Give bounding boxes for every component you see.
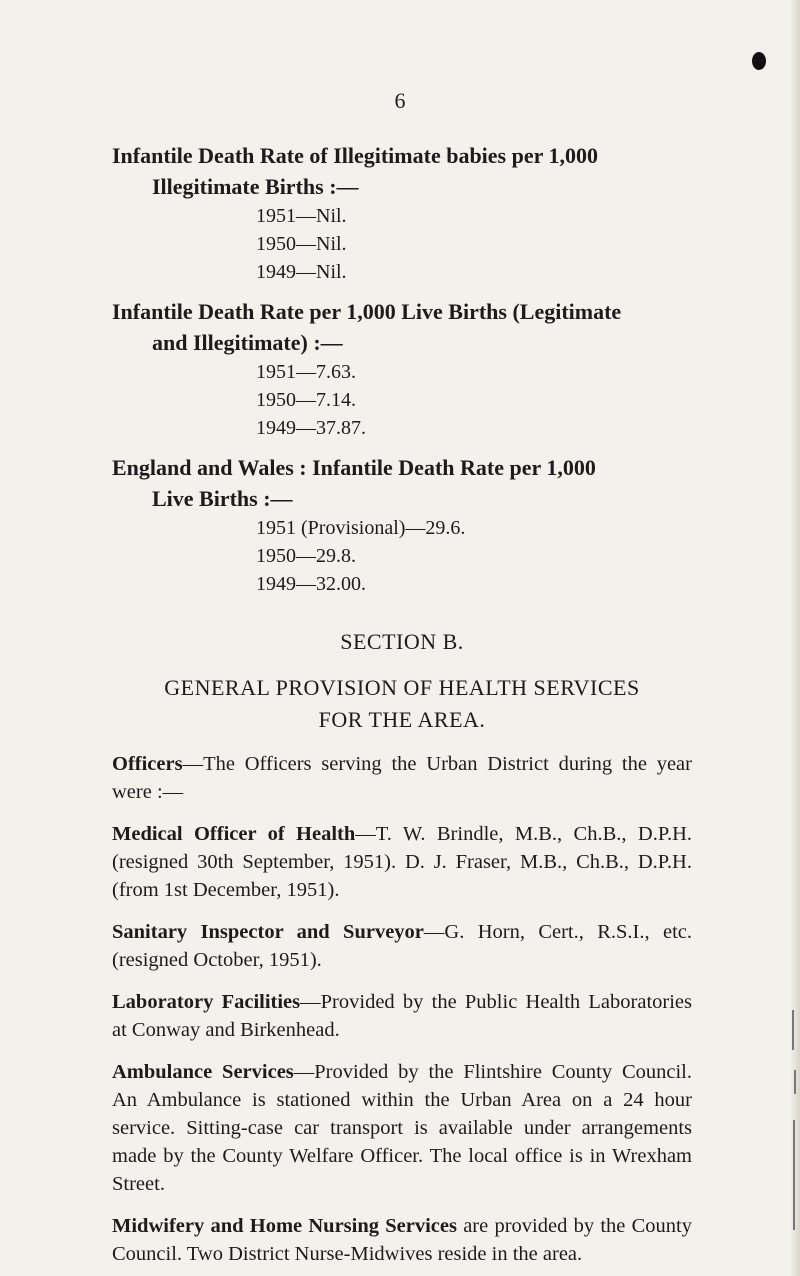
stat-row: 1949—37.87. (256, 417, 366, 439)
stat-list (112, 358, 692, 442)
stat-heading: England and Wales : Infantile Death Rate per 1,000 Live Births :— (112, 455, 596, 511)
page-content (112, 140, 692, 1268)
margin-mark (793, 1120, 795, 1230)
stat-row: 1951 (Provisional)—29.6. (256, 517, 466, 539)
paragraph-ambulance: Ambulance Services—Provided by the Flintshire County Council. An Ambulance is stationed within the Urban Area on a 24 hour service. Sitting-case car transport is available under arrangements made by the County Welfare Officer. The local office is in Wrexham Street. (112, 1061, 692, 1195)
stat-row: 1950—7.14. (256, 389, 356, 411)
stat-heading: Infantile Death Rate of Illegitimate babies per 1,000 Illegitimate Births :— (112, 143, 598, 199)
margin-mark (794, 1070, 796, 1094)
paragraph-officers: Officers—The Officers serving the Urban District during the year were :— (112, 753, 692, 803)
stat-heading: Infantile Death Rate per 1,000 Live Births (Legitimate and Illegitimate) :— (112, 299, 622, 355)
paragraph-sanitary-inspector: Sanitary Inspector and Surveyor—G. Horn, Cert., R.S.I., etc. (resigned October, 1951). (112, 921, 692, 971)
stat-block-england-wales (112, 452, 692, 598)
stat-row: 1951—Nil. (256, 205, 347, 227)
stat-row: 1949—Nil. (256, 261, 347, 283)
section-subtitle: GENERAL PROVISION OF HEALTH SERVICES FOR THE AREA. (164, 675, 640, 732)
stat-block-live-births (112, 296, 692, 442)
stat-block-illegitimate (112, 140, 692, 286)
stat-list (112, 202, 692, 286)
paragraph-medical-officer: Medical Officer of Health—T. W. Brindle, M.B., Ch.B., D.P.H. (resigned 30th September, 1951). D. J. Fraser, M.B., Ch.B., D.P.H. (from 1st December, 1951). (112, 823, 693, 901)
stat-row: 1951—7.63. (256, 361, 356, 383)
ink-blot (752, 52, 766, 70)
paragraph-laboratory: Laboratory Facilities—Provided by the Public Health Laboratories at Conway and Birkenhead. (112, 991, 692, 1041)
stat-row: 1950—29.8. (256, 545, 356, 567)
stat-row: 1950—Nil. (256, 233, 347, 255)
stat-row: 1949—32.00. (256, 573, 366, 595)
margin-mark (792, 1010, 794, 1050)
stat-list (112, 514, 692, 598)
page-number: 6 (394, 88, 406, 113)
section-title: SECTION B. (340, 629, 464, 654)
paragraph-midwifery: Midwifery and Home Nursing Services are provided by the County Council. Two District Nurse-Midwives reside in the area. (112, 1215, 692, 1265)
